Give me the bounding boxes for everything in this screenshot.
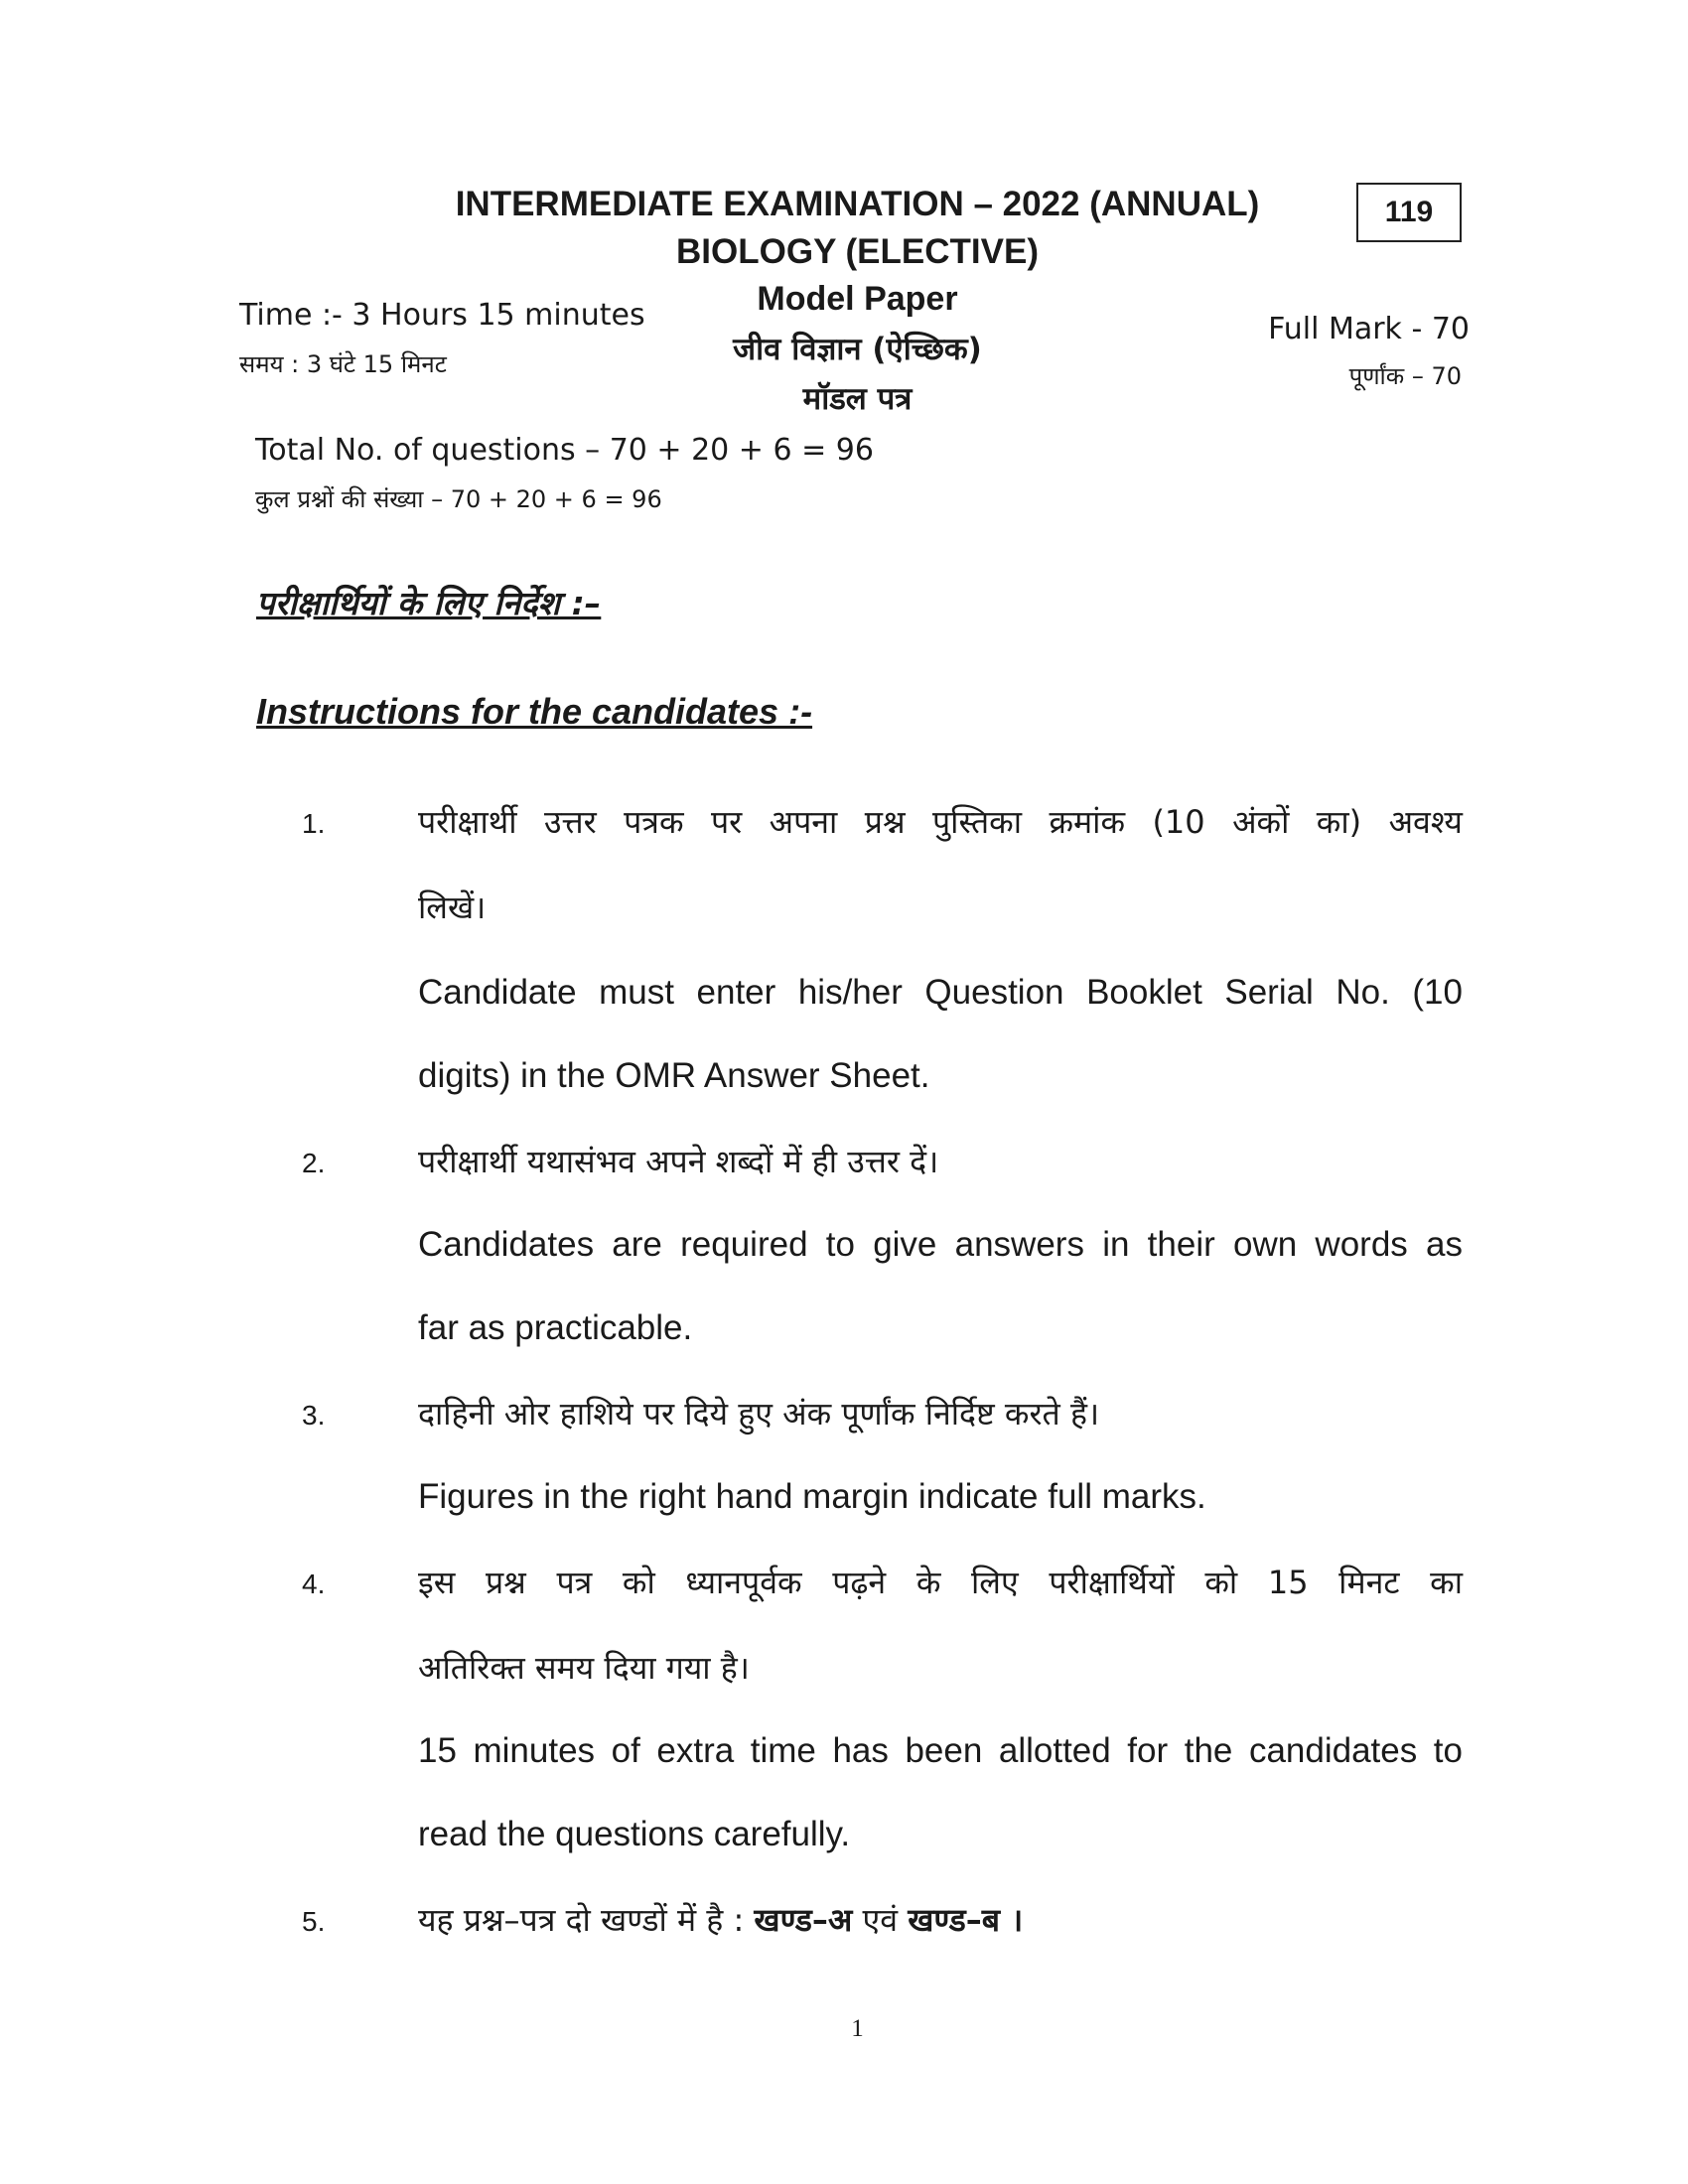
time-en: Time :- 3 Hours 15 minutes bbox=[239, 298, 645, 333]
item-number: 5. bbox=[302, 1906, 326, 1937]
item-1-hi-line2: लिखें। bbox=[418, 888, 487, 926]
item-1-en-line1: Candidate must enter his/her Question Booklet Serial No. (10 bbox=[418, 973, 1463, 1012]
exam-title: INTERMEDIATE EXAMINATION – 2022 (ANNUAL) bbox=[455, 185, 1260, 223]
full-mark-hi: पूर्णांक – 70 bbox=[1348, 362, 1462, 390]
paper-code-box: 119 bbox=[1356, 183, 1462, 242]
paper-type-hi: मॉडल पत्र bbox=[802, 381, 913, 417]
item-1-en-line2: digits) in the OMR Answer Sheet. bbox=[418, 1056, 930, 1095]
paper-type-en: Model Paper bbox=[757, 280, 958, 318]
total-questions-en: Total No. of questions – 70 + 20 + 6 = 96 bbox=[255, 433, 874, 468]
item-number: 1. bbox=[302, 808, 326, 839]
page-number: 1 bbox=[851, 2015, 864, 2042]
item-3-hi-line1: दाहिनी ओर हाशिये पर दिये हुए अंक पूर्णांक निर्दिष्ट करते हैं। bbox=[418, 1395, 1100, 1433]
full-mark-en: Full Mark - 70 bbox=[1268, 312, 1470, 346]
item-2-en-line1: Candidates are required to give answers in their own words as bbox=[418, 1225, 1463, 1264]
item-3-en-line1: Figures in the right hand margin indicate full marks. bbox=[418, 1477, 1206, 1516]
item-number: 3. bbox=[302, 1400, 326, 1431]
section-a-label: खण्ड–अ bbox=[754, 1901, 853, 1939]
item-4-en-line2: read the questions carefully. bbox=[418, 1815, 851, 1853]
item-4-hi-line1: इस प्रश्न पत्र को ध्यानपूर्वक पढ़ने के लिए परीक्षार्थियों को 15 मिनट का bbox=[418, 1564, 1463, 1601]
instructions-heading-en: Instructions for the candidates :- bbox=[256, 691, 813, 732]
item-5-hi-prefix: यह प्रश्न–पत्र दो खण्डों में है : bbox=[418, 1901, 755, 1939]
item-1-hi-line1: परीक्षार्थी उत्तर पत्रक पर अपना प्रश्न पुस्तिका क्रमांक (10 अंकों का) अवश्य bbox=[418, 803, 1463, 841]
item-number: 4. bbox=[302, 1569, 326, 1599]
total-questions-hi: कुल प्रश्नों की संख्या – 70 + 20 + 6 = 96 bbox=[255, 485, 662, 513]
item-2-hi-line1: परीक्षार्थी यथासंभव अपने शब्दों में ही उत्तर दें। bbox=[418, 1143, 939, 1180]
section-b-label: खण्ड–ब । bbox=[908, 1901, 1024, 1939]
time-hi: समय : 3 घंटे 15 मिनट bbox=[239, 350, 447, 378]
item-number: 2. bbox=[302, 1148, 326, 1178]
item-4-en-line1: 15 minutes of extra time has been allotted for the candidates to bbox=[418, 1731, 1463, 1770]
subject-title-hi: जीव विज्ञान (ऐच्छिक) bbox=[733, 332, 982, 367]
item-5-hi-mid: एवं bbox=[852, 1901, 909, 1939]
instructions-heading-hi: परीक्षार्थियों के लिए निर्देश :– bbox=[256, 584, 602, 622]
item-5-hi-line1 bbox=[418, 1898, 1463, 1941]
item-4-hi-line2: अतिरिक्त समय दिया गया है। bbox=[418, 1649, 750, 1687]
item-2-en-line2: far as practicable. bbox=[418, 1308, 693, 1347]
subject-title-en: BIOLOGY (ELECTIVE) bbox=[676, 232, 1039, 271]
